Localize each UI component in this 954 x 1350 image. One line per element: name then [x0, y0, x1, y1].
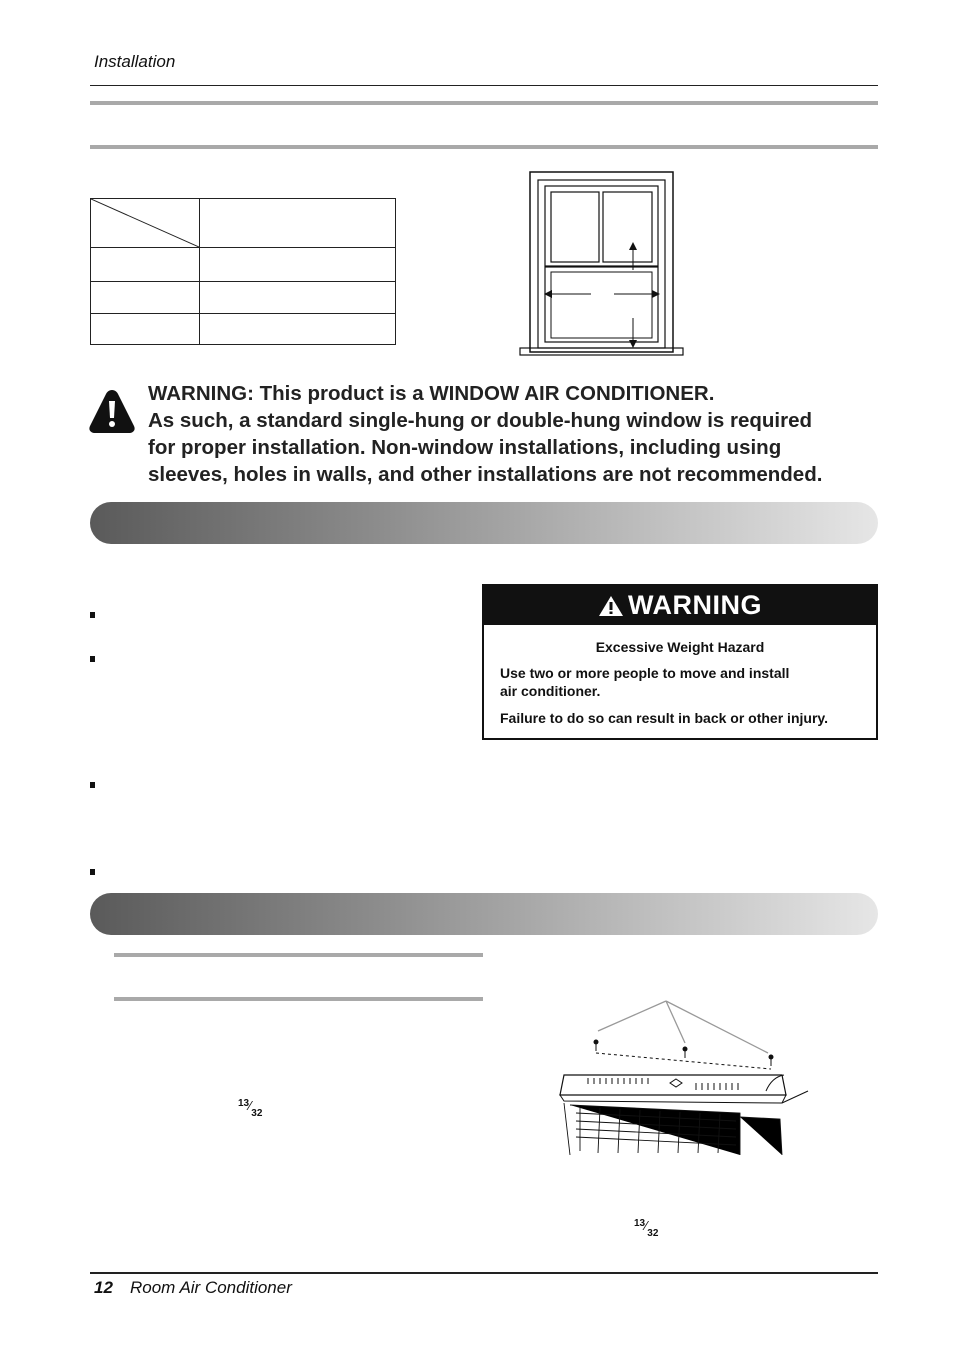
- warning-prefix: WARNING:: [148, 382, 254, 405]
- footer-rule: [90, 1272, 878, 1274]
- warning-triangle-icon: [88, 388, 136, 434]
- section-divider-top: [90, 101, 878, 105]
- subsection-divider-top: [114, 953, 483, 957]
- warning-line-3: for proper installation. Non-window installations, including using: [148, 436, 782, 459]
- warning-text: Use two or more people to move and install: [500, 665, 790, 681]
- window-diagram: [518, 170, 686, 360]
- section-divider-bottom: [90, 145, 878, 149]
- bullet-marker: [90, 612, 95, 618]
- fraction-13-32: 13⁄32: [634, 1218, 659, 1239]
- section-title: Installation: [94, 52, 176, 71]
- bullet-marker: [90, 782, 95, 788]
- bullet-marker: [90, 869, 95, 875]
- warning-line-4: sleeves, holes in walls, and other installations are not recommended.: [148, 463, 823, 486]
- section-heading-band: [90, 893, 878, 935]
- weight-warning-box: [482, 584, 878, 740]
- warning-box-para-2: Failure to do so can result in back or other injury.: [500, 710, 829, 726]
- table-cell: [91, 282, 200, 314]
- warning-line-1: This product is a WINDOW AIR CONDITIONER.: [259, 382, 715, 405]
- diagonal-divider: [91, 199, 199, 247]
- fraction-numerator: 13: [238, 1098, 250, 1109]
- fraction-numerator: 13: [634, 1218, 646, 1229]
- table-corner-cell: [91, 199, 200, 248]
- warning-box-title: WARNING: [628, 590, 762, 620]
- table-cell: [91, 248, 200, 282]
- warning-box-header: [484, 586, 876, 625]
- page-number: 12: [94, 1278, 113, 1297]
- section-heading-band: [90, 502, 878, 544]
- document-title: Room Air Conditioner: [130, 1278, 292, 1297]
- header-rule: [90, 85, 878, 86]
- window-ac-warning: [148, 380, 888, 488]
- table-cell: [200, 282, 396, 314]
- table-cell: [200, 314, 396, 345]
- bullet-marker: [90, 656, 95, 662]
- warning-box-subtitle: Excessive Weight Hazard: [595, 639, 765, 655]
- warning-line-2: As such, a standard single-hung or double-hung window is required: [148, 409, 813, 432]
- warning-text: air conditioner.: [500, 683, 601, 699]
- fraction-denominator: 32: [647, 1228, 659, 1239]
- warning-triangle-icon: [598, 595, 624, 617]
- ac-top-screws-diagram: [540, 995, 815, 1160]
- table-header-cell: [200, 199, 396, 248]
- subsection-divider-bottom: [114, 997, 483, 1001]
- fraction-denominator: 32: [251, 1108, 263, 1119]
- fraction-13-32: 13⁄32: [238, 1098, 263, 1119]
- window-dimension-table: [90, 198, 396, 345]
- table-cell: [91, 314, 200, 345]
- warning-box-para-1: [500, 664, 860, 700]
- table-cell: [200, 248, 396, 282]
